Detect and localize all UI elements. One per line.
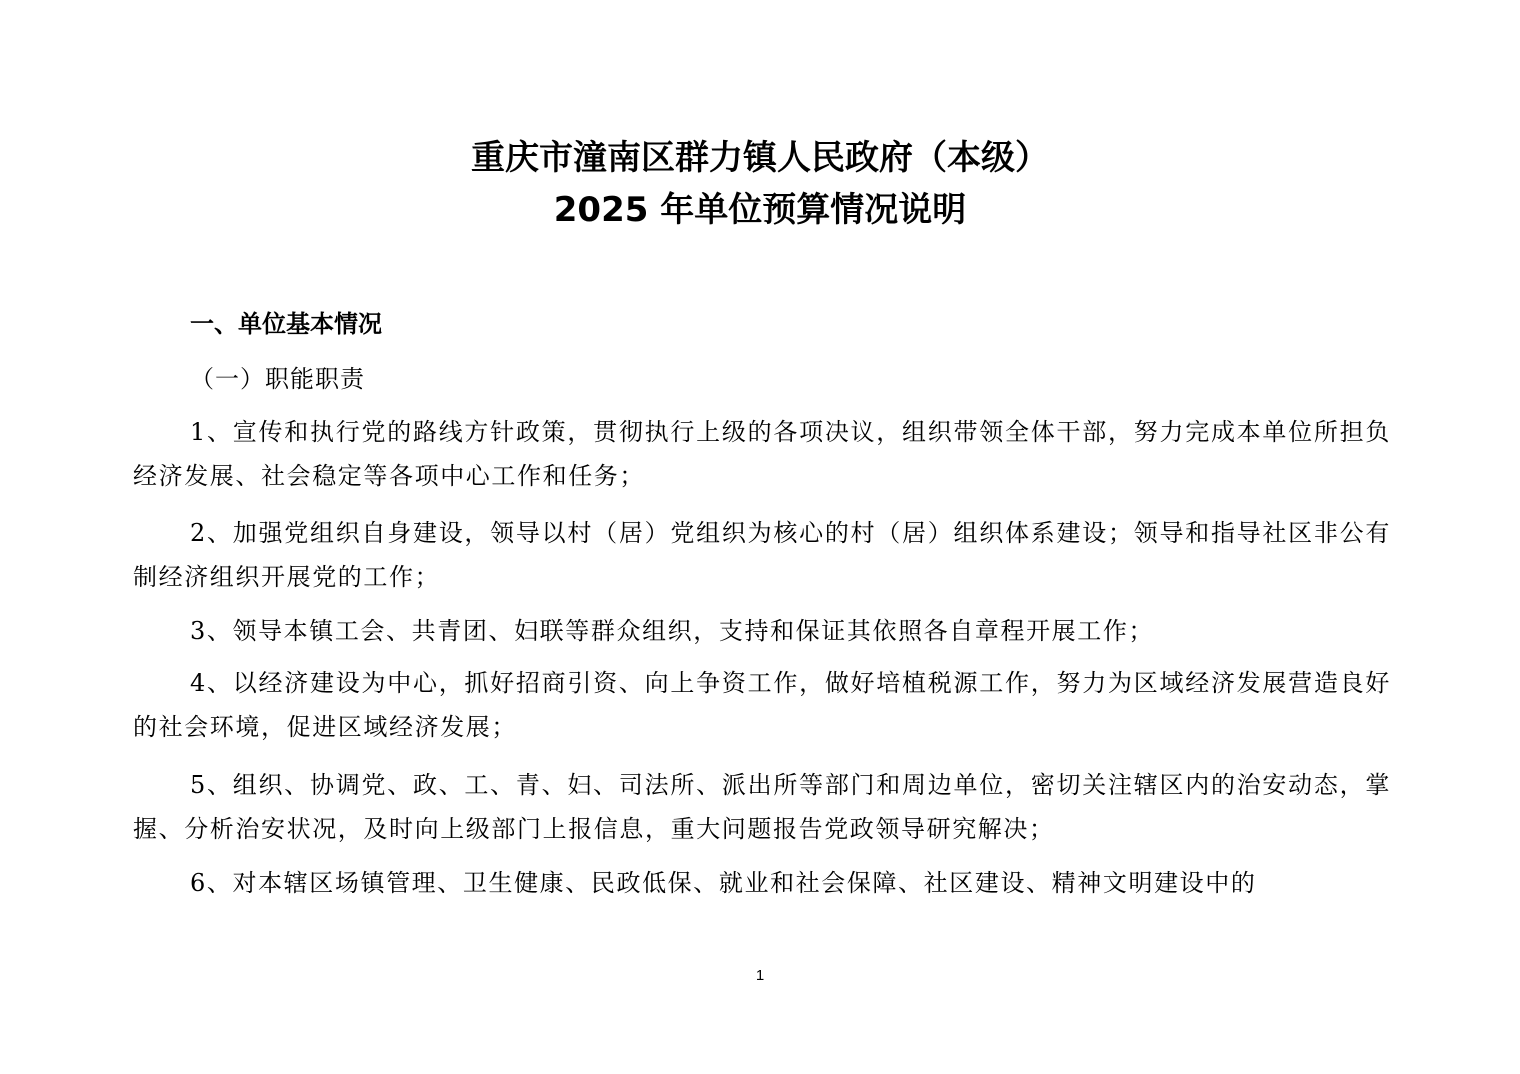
section-heading: 一、单位基本情况 bbox=[190, 310, 382, 338]
paragraph-3: 3、领导本镇工会、共青团、妇联等群众组织，支持和保证其依照各自章程开展工作； bbox=[190, 617, 1155, 645]
paragraph-2: 2、加强党组织自身建设，领导以村（居）党组织为核心的村（居）组织体系建设；领导和指导社区非公有制经济组织开展党的工作； bbox=[133, 519, 1391, 591]
page-number: 1 bbox=[755, 967, 765, 984]
paragraph-1: 1、宣传和执行党的路线方针政策，贯彻执行上级的各项决议，组织带领全体干部，努力完成本单位所担负经济发展、社会稳定等各项中心工作和任务； bbox=[133, 418, 1391, 490]
paragraph-6: 6、对本辖区场镇管理、卫生健康、民政低保、就业和社会保障、社区建设、精神文明建设中的 bbox=[190, 869, 1257, 897]
paragraph-4: 4、以经济建设为中心，抓好招商引资、向上争资工作，做好培植税源工作，努力为区域经济发展营造良好的社会环境，促进区域经济发展； bbox=[133, 669, 1391, 741]
document-title-line-1: 重庆市潼南区群力镇人民政府（本级） bbox=[471, 138, 1049, 178]
document-title-line-2: 2025 年单位预算情况说明 bbox=[553, 190, 967, 230]
sub-heading: （一）职能职责 bbox=[190, 365, 365, 393]
paragraph-5: 5、组织、协调党、政、工、青、妇、司法所、派出所等部门和周边单位，密切关注辖区内的治安动态，掌握、分析治安状况，及时向上级部门上报信息，重大问题报告党政领导研究解决； bbox=[133, 771, 1391, 843]
